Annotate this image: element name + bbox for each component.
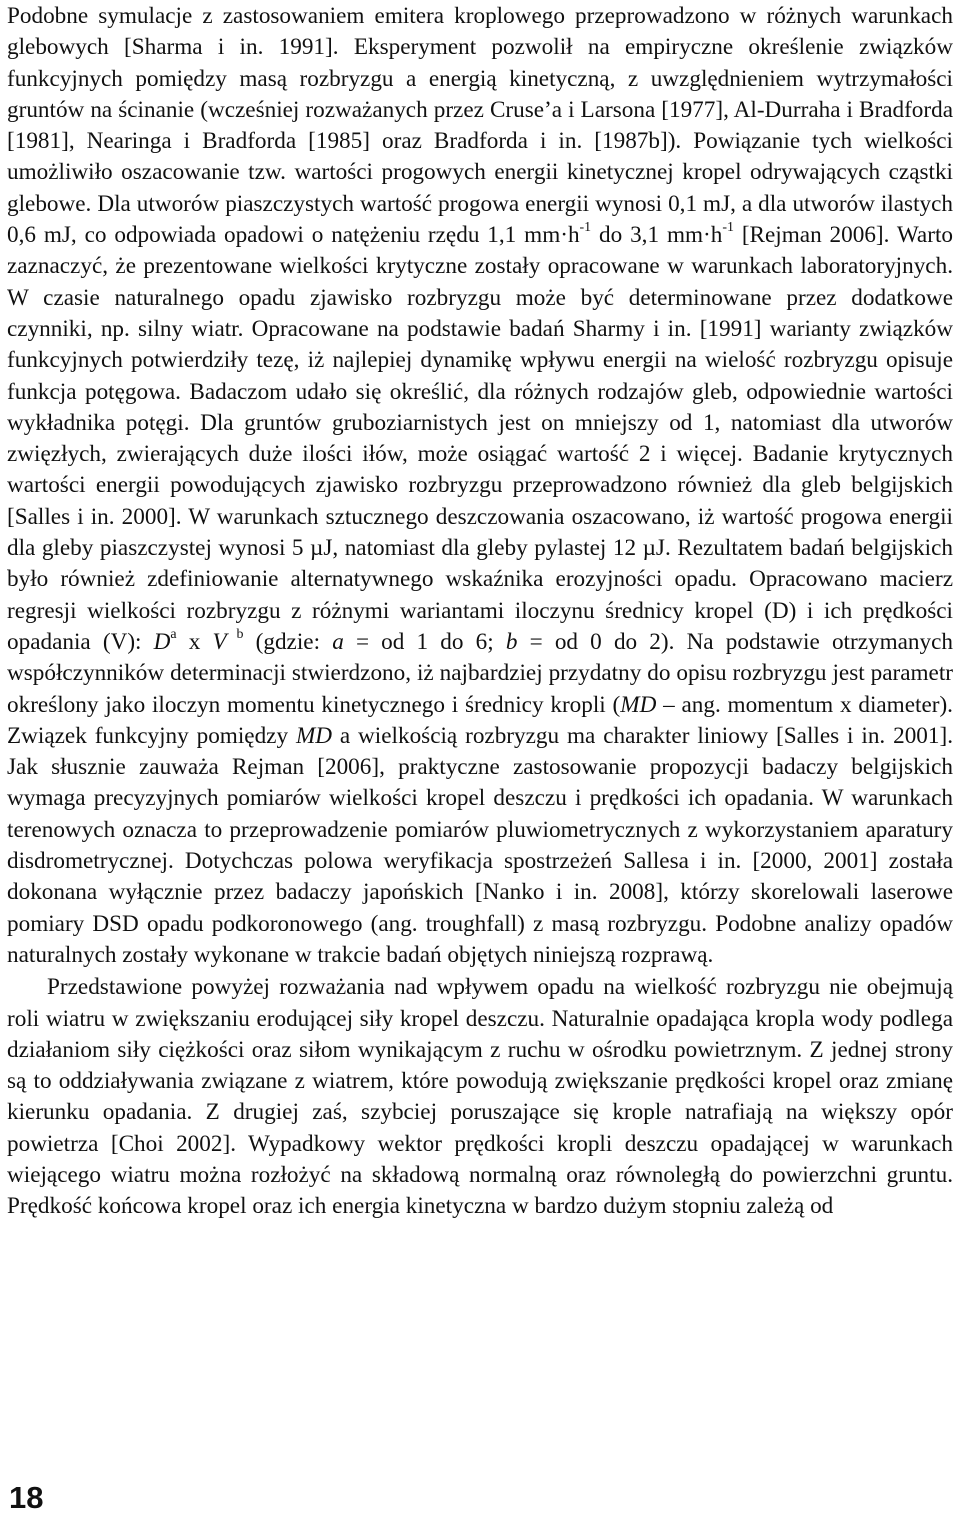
exponent-minus-one: -1 <box>579 220 592 236</box>
exponent-b: b <box>226 627 244 643</box>
variable-d: D <box>153 628 171 655</box>
paragraph-1-text-6: = od 1 do 6; <box>343 628 506 655</box>
paragraph-1-text-1: Podobne symulacje z zastosowaniem emitera kroplowego przeprowadzono w różnych warunkach glebowych [Sharma i in. 1991]. Eksperyment pozwolił na empiryczne określenie związków funkcyjnych pomiędzy masą rozbryzgu a energią kinetyczną, z uwzględnieniem wytrzymałości gruntów na ścinanie (wcześniej rozważanych przez Cruse’a i Larsona [1977], Al-Durraha i Bradforda [1981], Nearinga i Bradforda [1985] oraz Bradforda i in. [1987b]). Powiązanie tych wielkości umożliwiło oszacowanie tzw. wartości progowych energii kinetycznej kropel odrywających cząstki glebowe. Dla utworów piaszczystych wartość progowa energii wynosi 0,1 mJ, a dla utworów ilastych 0,6 mJ, co odpowiada opadowi o natężeniu rzędu 1,1 mm·h <box>7 3 953 249</box>
variable-v: V <box>212 628 227 655</box>
paragraph-1-text-8: – ang. momentum x diameter). Związek funkcyjny pomiędzy <box>7 691 953 749</box>
body-paragraph-2 <box>7 971 953 1222</box>
paragraph-1-text-7: = od 0 do 2). Na podstawie otrzymanych współczynników determinacji stwierdzono, iż najbardziej przydatny do opisu rozbryzgu jest parametr określony jako iloczyn momentu kinetycznego i średnicy kropli ( <box>7 628 953 718</box>
paragraph-2-text: Przedstawione powyżej rozważania nad wpływem opadu na wielkość rozbryzgu nie obejmują roli wiatru w zwiększaniu erodującej siły kropel deszczu. Naturalnie opadająca kropla wody podlega działaniom siły ciężkości oraz siłom wynikającym z ruchu w ośrodku powietrznym. Z jednej strony są to oddziaływania związane z wiatrem, które powodują zwiększanie prędkości kropel oraz zmianę kierunku opadania. Z drugiej zaś, szybciej poruszające się krople natrafiają na większy opór powietrza [Choi 2002]. Wypadkowy wektor prędkości kropli deszczu opadającej w warunkach wiejącego wiatru można rozłożyć na składową normalną oraz równoległą do powierzchni gruntu. Prędkość końcowa kropel oraz ich energia kinetyczna w bardzo dużym stopniu zależą od <box>7 974 953 1220</box>
paragraph-1-text-5: (gdzie: <box>243 628 333 655</box>
variable-md: MD <box>295 722 332 749</box>
page-body <box>7 0 953 1223</box>
paragraph-1-text-2: do 3,1 mm·h <box>591 222 723 249</box>
variable-b: b <box>505 628 518 655</box>
body-paragraph-1 <box>7 0 953 971</box>
page-number: 18 <box>9 1480 44 1515</box>
paragraph-1-text-3: [Rejman 2006]. Warto zaznaczyć, że prezentowane wielkości krytyczne zostały opracowane w warunkach laboratoryjnych. W czasie naturalnego opadu zjawisko rozbryzgu może być determinowane przez dodatkowe czynniki, np. silny wiatr. Opracowane na podstawie badań Sharmy i in. [1991] warianty związków funkcyjnych potwierdziły tezę, iż najlepiej dynamikę wpływu energii na wielość rozbryzgu opisuje funkcja potęgowa. Badaczom udało się określić, dla różnych rodzajów gleb, odpowiednie wartości wykładnika potęgi. Dla gruntów gruboziarnistych jest on mniejszy od 1, natomiast dla utworów zwięzłych, zwierających duże ilości iłów, może osiągać wartość 2 i więcej. Badanie krytycznych wartości energii powodujących zjawisko rozbryzgu przeprowadzono również dla gleb belgijskich [Salles i in. 2000]. W warunkach sztucznego deszczowania oszacowano, iż wartość progowa energii dla gleby piaszczystej wynosi 5 µJ, natomiast dla gleby pylastej 12 µJ. Rezultatem badań belgijskich było również zdefiniowanie alternatywnego wskaźnika erozyjności opadu. Opracowano macierz regresji wielkości rozbryzgu z różnymi wariantami iloczynu średnicy kropel (D) i ich prędkości opadania (V): <box>7 222 953 655</box>
exponent-a: a <box>170 627 177 643</box>
variable-md: MD <box>620 691 657 718</box>
variable-a: a <box>332 628 344 655</box>
paragraph-1-text-9: a wielkością rozbryzgu ma charakter liniowy [Salles i in. 2001]. Jak słusznie zauważa Rejman [2006], praktyczne zastosowanie propozycji badaczy belgijskich wymaga precyzyjnych pomiarów wielkości kropel deszczu i prędkości ich opadania. W warunkach terenowych oznacza to przeprowadzenie pomiarów pluwiometrycznych z wykorzystaniem aparatury disdrometrycznej. Dotychczas polowa weryfikacja spostrzeżeń Sallesa i in. [2000, 2001] została dokonana wyłącznie przez badaczy japońskich [Nanko i in. 2008], którzy skorelowali laserowe pomiary DSD opadu podkoronowego (ang. troughfall) z masą rozbryzgu. Podobne analizy opadów naturalnych zostały wykonane w trakcie badań objętych niniejszą rozprawą. <box>7 722 953 968</box>
exponent-minus-one: -1 <box>722 220 734 236</box>
paragraph-1-text-4: x <box>176 628 213 655</box>
